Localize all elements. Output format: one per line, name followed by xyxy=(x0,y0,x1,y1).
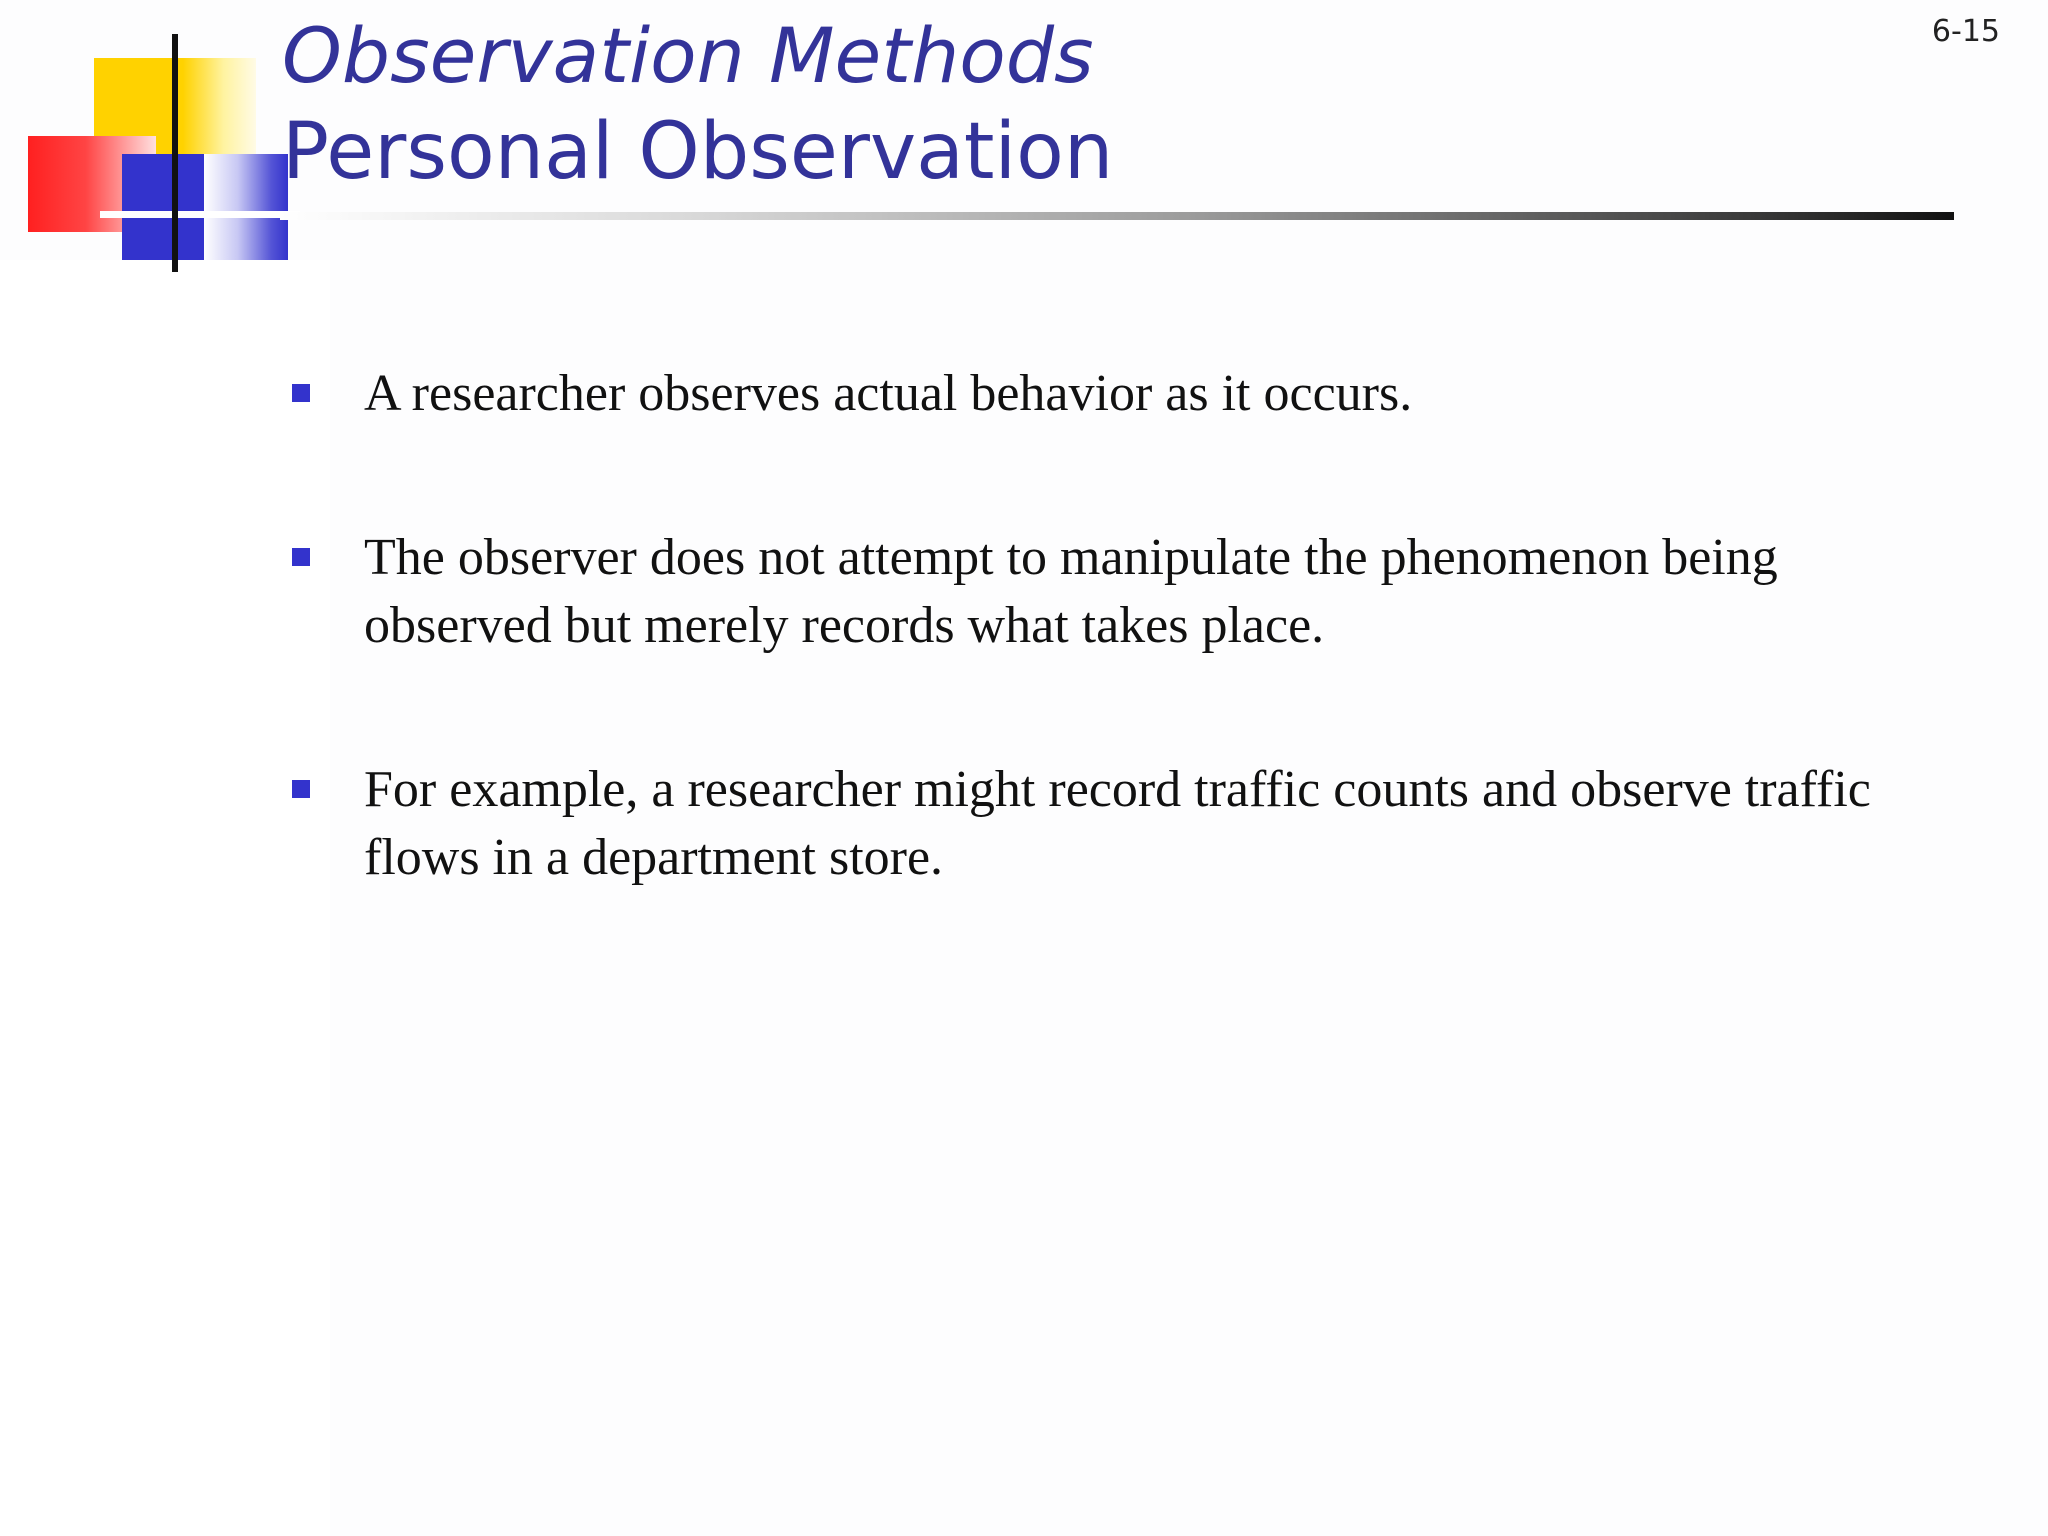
blue-block-icon xyxy=(122,154,204,260)
list-item xyxy=(290,360,1960,428)
bullet-text: A researcher observes actual behavior as it occurs. xyxy=(364,365,1413,422)
slide-number: 6-15 xyxy=(1931,14,2000,49)
bullet-text: For example, a researcher might record traffic counts and observe traffic flows in a department store. xyxy=(364,761,1871,886)
left-background-band xyxy=(0,260,330,1536)
logo-vertical-line xyxy=(172,34,178,272)
list-item xyxy=(290,524,1960,660)
square-bullet-icon xyxy=(292,384,310,402)
list-item xyxy=(290,756,1960,892)
square-bullet-icon xyxy=(292,780,310,798)
title-main: Observation Methods xyxy=(282,11,1094,100)
title-underline-rule xyxy=(280,212,1954,220)
title-subtitle: Personal Observation xyxy=(282,107,1114,197)
slide-title xyxy=(282,8,1113,200)
blue-gradient-block-icon xyxy=(204,154,288,260)
logo-horizontal-line xyxy=(100,211,300,218)
bullet-list xyxy=(290,360,1960,988)
square-bullet-icon xyxy=(292,548,310,566)
decorative-logo-blocks xyxy=(0,0,300,280)
bullet-text: The observer does not attempt to manipulate the phenomenon being observed but merely records what takes place. xyxy=(364,529,1778,654)
